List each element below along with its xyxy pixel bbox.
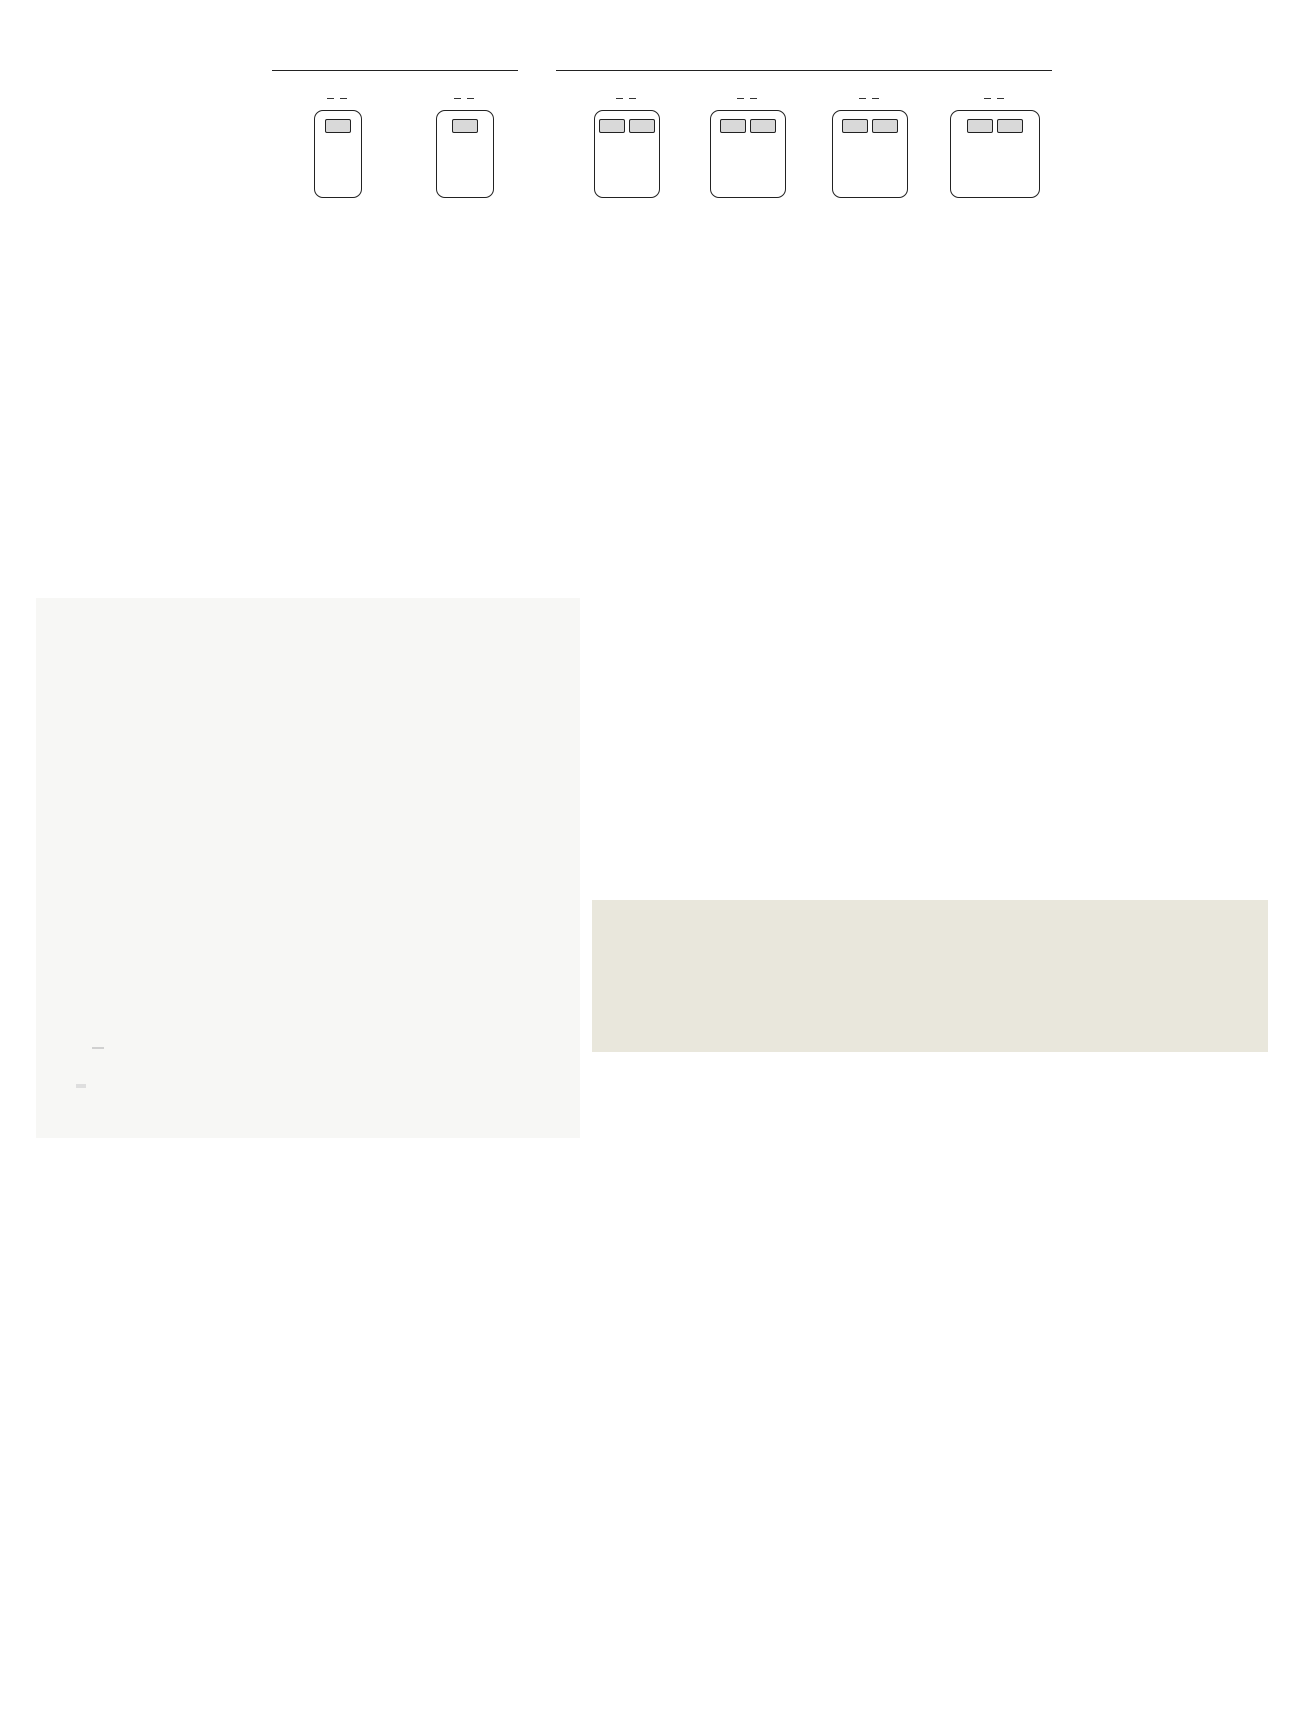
- pillow-icon: [872, 119, 898, 133]
- bed-width-label: [586, 94, 666, 103]
- pillow-icon: [325, 119, 351, 133]
- pillow-icon: [842, 119, 868, 133]
- pillow-icon: [997, 119, 1023, 133]
- only-covers-notice: [92, 1047, 104, 1049]
- bed-frame: [832, 110, 908, 198]
- pillow-icon: [750, 119, 776, 133]
- bed-frame: [710, 110, 786, 198]
- pillow-icon: [452, 119, 478, 133]
- pillow-size-panel: [36, 598, 580, 1138]
- pillow-icon: [629, 119, 655, 133]
- bed-width-label: [297, 94, 377, 103]
- bed-width-label: [829, 94, 909, 103]
- single-bed-header: [272, 54, 518, 71]
- bed-frame: [314, 110, 362, 198]
- double-bed-header: [556, 54, 1052, 71]
- duvet-band: [592, 900, 1268, 1052]
- pillow-icon: [967, 119, 993, 133]
- measurement-note: [76, 1084, 86, 1088]
- duvet-size-guide: [592, 680, 1268, 1052]
- bed-frame: [594, 110, 660, 198]
- bed-width-label: [954, 94, 1034, 103]
- bed-width-label: [424, 94, 504, 103]
- bed-frame: [436, 110, 494, 198]
- pillow-icon: [720, 119, 746, 133]
- bed-width-label: [707, 94, 787, 103]
- pillow-icon: [599, 119, 625, 133]
- bed-frame: [950, 110, 1040, 198]
